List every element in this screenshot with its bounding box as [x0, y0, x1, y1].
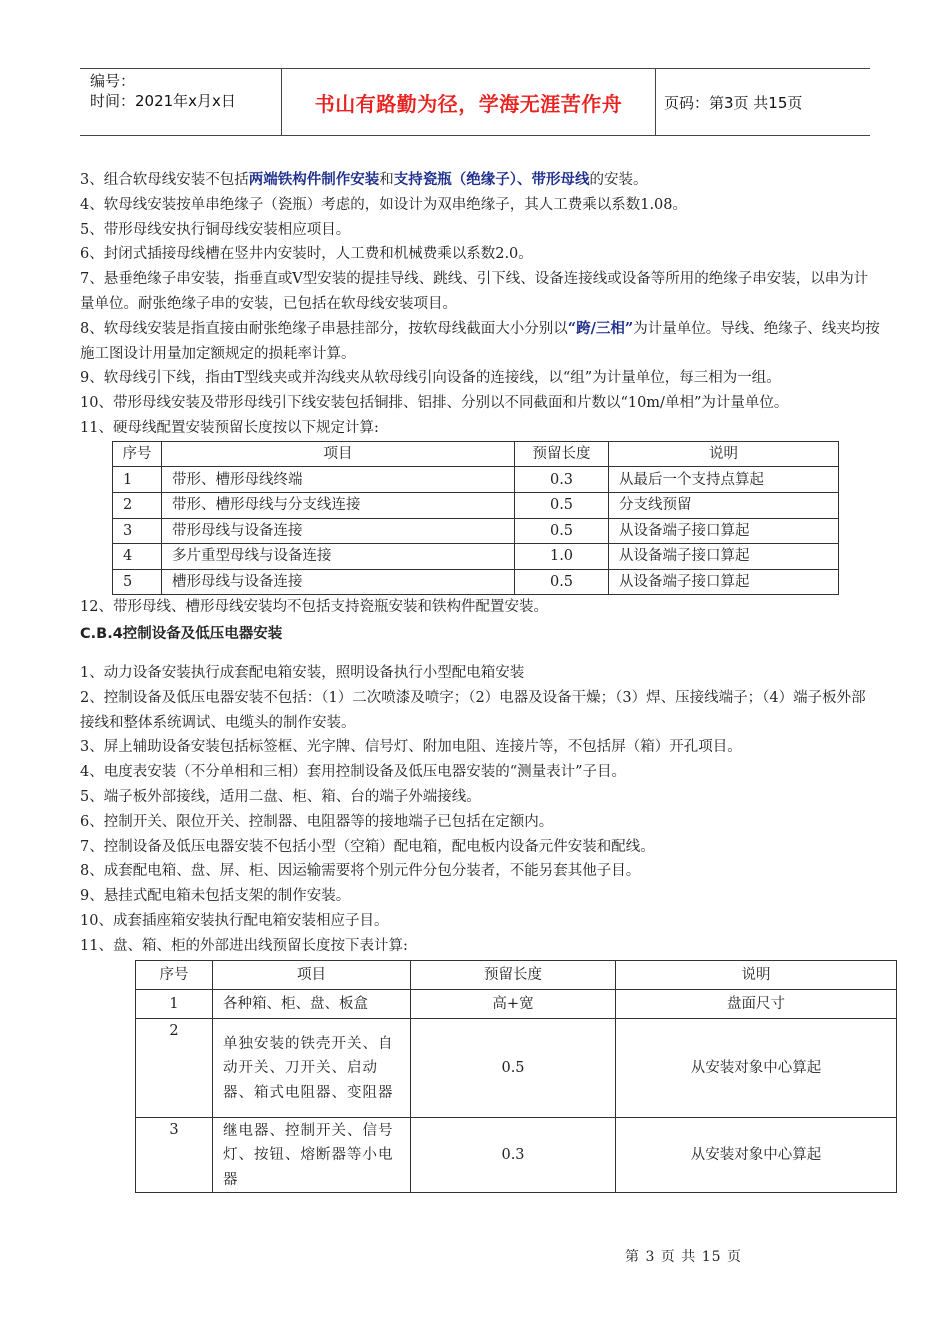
- table-header-row: [113, 441, 839, 467]
- header-motto: 书山有路勤为径，学海无涯苦作舟: [282, 69, 656, 135]
- table-header: 项目: [213, 961, 411, 990]
- emphasis-text: 支持瓷瓶（绝缘子）、带形母线: [393, 171, 590, 188]
- paragraph-item11: 11、硬母线配置安装预留长度按以下规定计算:: [80, 419, 379, 436]
- table-row: [136, 990, 897, 1019]
- table-row: [113, 544, 839, 570]
- page-footer: 第 3 页 共 15 页: [625, 1249, 742, 1265]
- table-cell: 槽形母线与设备连接: [162, 569, 515, 595]
- table-cell: 从安装对象中心算起: [616, 1019, 897, 1118]
- table-cell: 0.3: [515, 467, 609, 493]
- page-header: [80, 68, 870, 136]
- header-meta: [80, 69, 282, 135]
- table-cell: 分支线预留: [609, 492, 839, 518]
- table-cell: 0.5: [515, 518, 609, 544]
- table-cell: 从安装对象中心算起: [616, 1118, 897, 1193]
- table-row: [113, 492, 839, 518]
- table-cell: 带形、槽形母线与分支线连接: [162, 492, 515, 518]
- table-cell: 1: [136, 990, 213, 1019]
- cabinet-allowance-table: [135, 960, 897, 1193]
- table-row: [113, 518, 839, 544]
- table-cell: 各种箱、柜、盘、板盒: [213, 990, 411, 1019]
- table-cell: 多片重型母线与设备连接: [162, 544, 515, 570]
- table-cell: 继电器、控制开关、信号灯、按钮、熔断器等小电器: [213, 1118, 411, 1193]
- time-label: 时间：2021年x月x日: [90, 92, 236, 110]
- table-cell: 单独安装的铁壳开关、自动开关、刀开关、启动器、箱式电阻器、变阻器: [213, 1019, 411, 1118]
- table-header-row: [136, 961, 897, 990]
- table-cell: 带形母线与设备连接: [162, 518, 515, 544]
- list-item: 8、成套配电箱、盘、屏、柜、因运输需要将个别元件分包分装者，不能另套其他子目。: [80, 863, 641, 880]
- table-cell: 3: [136, 1118, 213, 1193]
- paragraph-item5: 5、带形母线安执行铜母线安装相应项目。: [80, 221, 351, 238]
- table-cell: 高+宽: [411, 990, 616, 1019]
- table-row: [113, 569, 839, 595]
- number-label: 编号：: [90, 72, 136, 90]
- table-cell: 0.5: [515, 492, 609, 518]
- table-cell: 0.3: [411, 1118, 616, 1193]
- table-cell: 1: [113, 467, 162, 493]
- list-item: 9、悬挂式配电箱未包括支架的制作安装。: [80, 888, 351, 905]
- table-cell: 从设备端子接口算起: [609, 544, 839, 570]
- table-cell: 0.5: [411, 1019, 616, 1118]
- header-page-info: 页码：第3页 共15页: [664, 93, 803, 112]
- document-body: [80, 168, 880, 1193]
- table-row: [113, 467, 839, 493]
- table-cell: 4: [113, 544, 162, 570]
- table-cell: 0.5: [515, 569, 609, 595]
- table-cell: 3: [113, 518, 162, 544]
- paragraph-item6: 6、封闭式插接母线槽在竖井内安装时，人工费和机械费乘以系数2.0。: [80, 246, 533, 263]
- emphasis-text: “跨/三相”: [567, 319, 634, 337]
- list-item: 3、屏上辅助设备安装包括标签框、光字牌、信号灯、附加电阻、连接片等，不包括屏（箱）开孔项目。: [80, 739, 742, 756]
- table-header: 预留长度: [515, 441, 609, 467]
- table-cell: 2: [136, 1019, 213, 1118]
- list-item: 6、控制开关、限位开关、控制器、电阻器等的接地端子已包括在定额内。: [80, 813, 554, 830]
- busbar-allowance-table: [112, 441, 839, 596]
- table-row: [136, 1019, 897, 1118]
- list-item: 5、端子板外部接线，适用二盘、柜、箱、台的端子外端接线。: [80, 788, 481, 805]
- table-header: 说明: [609, 441, 839, 467]
- list-item: 11、盘、箱、柜的外部进出线预留长度按下表计算:: [80, 937, 408, 954]
- table-header: 项目: [162, 441, 515, 467]
- section-title: C.B.4控制设备及低压电器安装: [80, 626, 283, 643]
- table-cell: 2: [113, 492, 162, 518]
- list-item: 4、电度表安装（不分单相和三相）套用控制设备及低压电器安装的“测量表计”子目。: [80, 764, 627, 781]
- table-row: [136, 1118, 897, 1193]
- table-header: 预留长度: [411, 961, 616, 990]
- table-cell: 1.0: [515, 544, 609, 570]
- table-cell: 从设备端子接口算起: [609, 569, 839, 595]
- paragraph-item9: 9、软母线引下线，指由T型线夹或并沟线夹从软母线引向设备的连接线，以“组”为计量单位，每三相为一组。: [80, 370, 781, 387]
- list-item: 1、动力设备安装执行成套配电箱安装，照明设备执行小型配电箱安装: [80, 664, 525, 681]
- list-item: 7、控制设备及低压电器安装不包括小型（空箱）配电箱，配电板内设备元件安装和配线。: [80, 838, 655, 855]
- paragraph-item7: 7、悬垂绝缘子串安装，指垂直或V型安装的提挂导线、跳线、引下线、设备连接线或设备等所用的绝缘子串安装，以串为计量单位。耐张绝缘子串的安装，已包括在软母线安装项目。: [80, 271, 869, 312]
- table-header: 序号: [113, 441, 162, 467]
- table-cell: 带形、槽形母线终端: [162, 467, 515, 493]
- table-header: 序号: [136, 961, 213, 990]
- table-cell: 盘面尺寸: [616, 990, 897, 1019]
- list-item: 10、成套插座箱安装执行配电箱安装相应子目。: [80, 912, 389, 929]
- table-cell: 5: [113, 569, 162, 595]
- table-header: 说明: [616, 961, 897, 990]
- table-cell: 从最后一个支持点算起: [609, 467, 839, 493]
- paragraph-item3: 3、组合软母线安装不包括两端铁构件制作安装和支持瓷瓶（绝缘子）、带形母线的安装。: [80, 171, 648, 188]
- emphasis-text: 两端铁构件制作安装: [248, 171, 380, 188]
- table-cell: 从设备端子接口算起: [609, 518, 839, 544]
- paragraph-item4: 4、软母线安装按单串绝缘子（瓷瓶）考虑的，如设计为双串绝缘子，其人工费乘以系数1.08。: [80, 196, 688, 213]
- paragraph-item12: 12、带形母线、槽形母线安装均不包括支持瓷瓶安装和铁构件配置安装。: [80, 599, 548, 616]
- paragraph-item8: 8、软母线安装是指直接由耐张绝缘子串悬挂部分，按软母线截面大小分别以“跨/三相”为计量单位。导线、绝缘子、线夹均按施工图设计用量加定额规定的损耗率计算。: [80, 319, 880, 362]
- paragraph-item10: 10、带形母线安装及带形母线引下线安装包括铜排、铝排、分别以不同截面和片数以“10m/单相”为计量单位。: [80, 395, 789, 412]
- list-item: 2、控制设备及低压电器安装不包括：（1）二次喷漆及喷字；（2）电器及设备干燥；（3）焊、压接线端子；（4）端子板外部接线和整体系统调试、电缆头的制作安装。: [80, 689, 866, 731]
